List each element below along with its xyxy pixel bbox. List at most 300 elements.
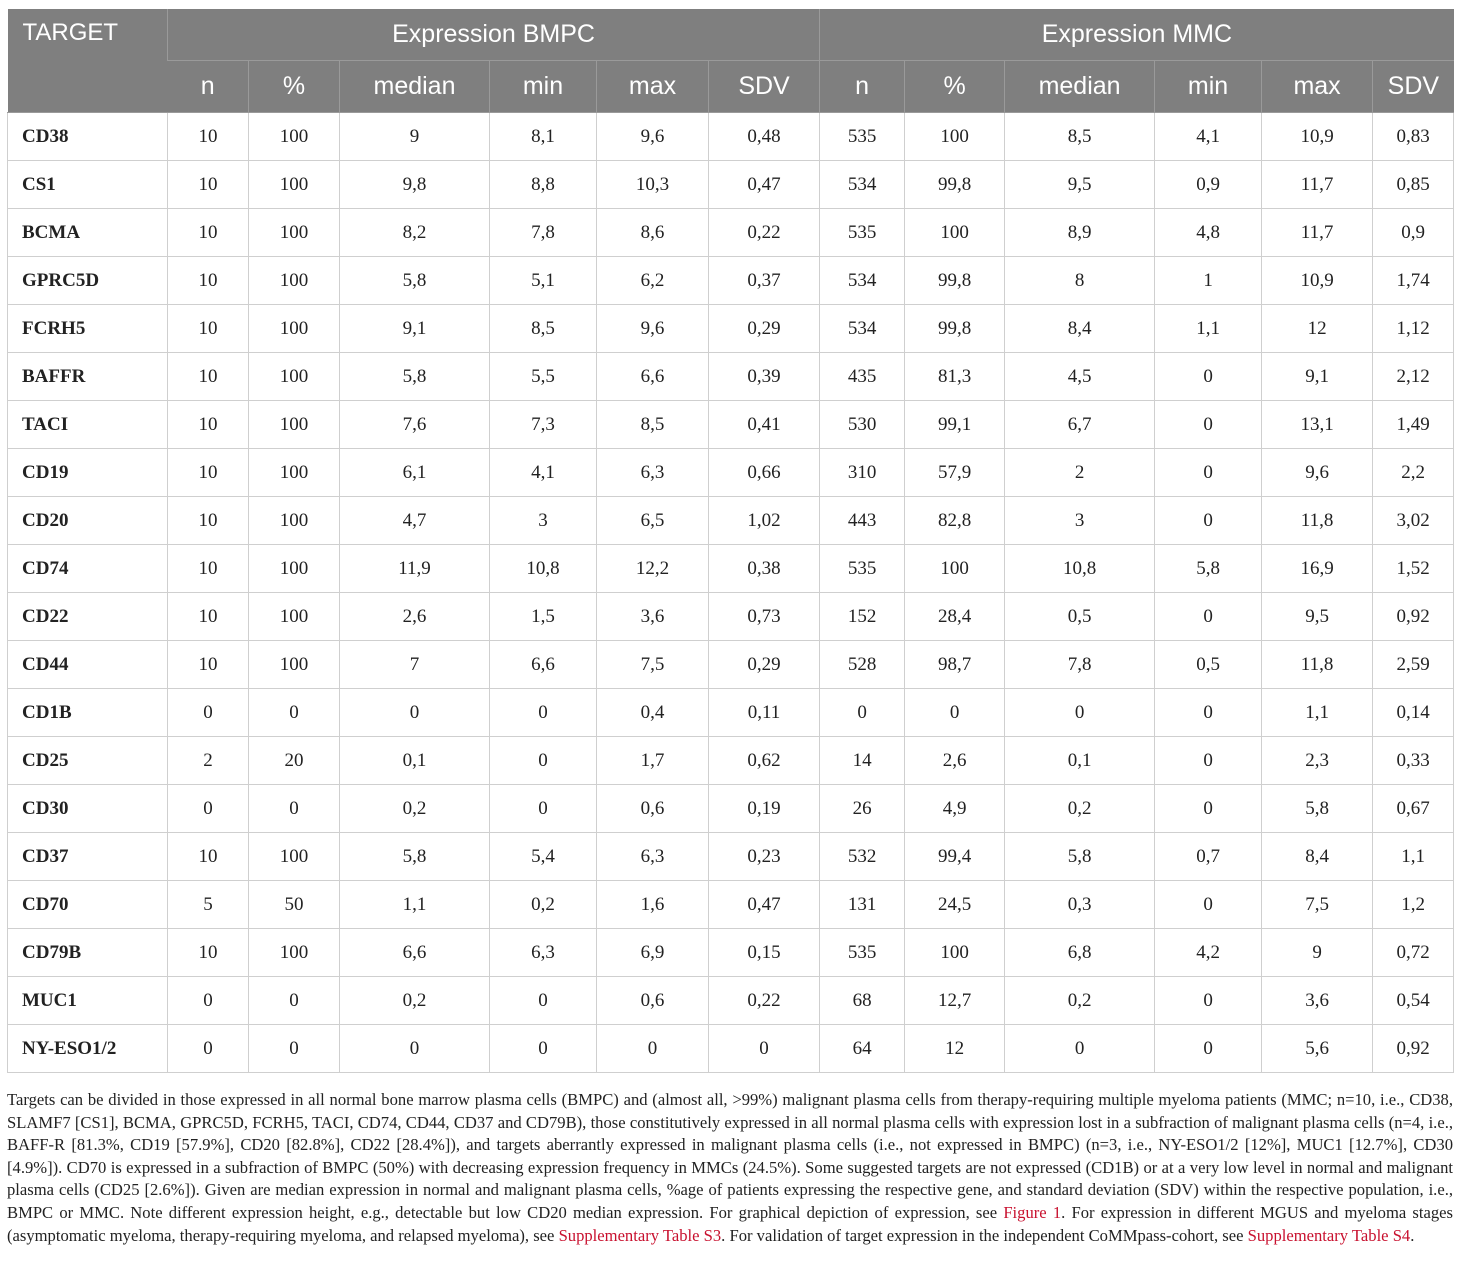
- target-cell: CD20: [8, 497, 168, 545]
- mmc-value-cell: 152: [820, 593, 905, 641]
- mmc-value-cell: 64: [820, 1025, 905, 1073]
- mmc-value-cell: 0: [1155, 689, 1262, 737]
- bmpc-value-cell: 1,7: [597, 737, 709, 785]
- bmpc-value-cell: 0: [249, 689, 340, 737]
- bmpc-value-cell: 9,6: [597, 305, 709, 353]
- mmc-value-cell: 535: [820, 209, 905, 257]
- bmpc-value-cell: 6,9: [597, 929, 709, 977]
- table-row: [8, 641, 1454, 689]
- mmc-value-cell: 535: [820, 929, 905, 977]
- bmpc-value-cell: 0,6: [597, 785, 709, 833]
- footnote-text-2: . For expression in different MGUS and myeloma stages (asymptomatic myeloma, therapy-requiring myeloma, and relapsed myeloma), see: [7, 1202, 1453, 1245]
- mmc-value-cell: 9,5: [1005, 161, 1155, 209]
- table-header: [8, 9, 1454, 113]
- bmpc-value-cell: 0,11: [709, 689, 820, 737]
- bmpc-value-cell: 5: [168, 881, 249, 929]
- table-row: [8, 1025, 1454, 1073]
- mmc-value-cell: 24,5: [905, 881, 1005, 929]
- table-row: [8, 593, 1454, 641]
- table-row: [8, 929, 1454, 977]
- mmc-value-cell: 11,7: [1262, 209, 1373, 257]
- bmpc-value-cell: 1,5: [490, 593, 597, 641]
- bmpc-value-cell: 10: [168, 497, 249, 545]
- bmpc-value-cell: 5,5: [490, 353, 597, 401]
- bmpc-value-cell: 6,1: [340, 449, 490, 497]
- mmc-value-cell: 535: [820, 545, 905, 593]
- bmpc-value-cell: 0,2: [490, 881, 597, 929]
- bmpc-value-cell: 0: [490, 977, 597, 1025]
- mmc-value-cell: 131: [820, 881, 905, 929]
- mmc-value-cell: 532: [820, 833, 905, 881]
- mmc-value-cell: 11,8: [1262, 641, 1373, 689]
- bmpc-value-cell: 5,4: [490, 833, 597, 881]
- subheader-mmc-5: SDV: [1373, 61, 1454, 113]
- mmc-value-cell: 1,1: [1373, 833, 1454, 881]
- bmpc-value-cell: 100: [249, 161, 340, 209]
- mmc-value-cell: 1,1: [1155, 305, 1262, 353]
- bmpc-value-cell: 0: [340, 689, 490, 737]
- mmc-value-cell: 5,8: [1005, 833, 1155, 881]
- mmc-value-cell: 10,8: [1005, 545, 1155, 593]
- mmc-value-cell: 3,6: [1262, 977, 1373, 1025]
- table-row: [8, 353, 1454, 401]
- bmpc-value-cell: 10,8: [490, 545, 597, 593]
- mmc-value-cell: 0: [1155, 497, 1262, 545]
- mmc-value-cell: 1: [1155, 257, 1262, 305]
- mmc-value-cell: 2,2: [1373, 449, 1454, 497]
- mmc-value-cell: 0: [1155, 401, 1262, 449]
- bmpc-value-cell: 10: [168, 209, 249, 257]
- table-row: [8, 209, 1454, 257]
- mmc-value-cell: 16,9: [1262, 545, 1373, 593]
- mmc-value-cell: 2: [1005, 449, 1155, 497]
- bmpc-value-cell: 1,1: [340, 881, 490, 929]
- figure-1-link[interactable]: Figure 1: [1003, 1202, 1062, 1222]
- mmc-value-cell: 8,4: [1262, 833, 1373, 881]
- mmc-value-cell: 10,9: [1262, 113, 1373, 161]
- mmc-value-cell: 9,6: [1262, 449, 1373, 497]
- group-header-mmc: Expression MMC: [820, 9, 1454, 61]
- mmc-value-cell: 0,33: [1373, 737, 1454, 785]
- bmpc-value-cell: 100: [249, 305, 340, 353]
- mmc-value-cell: 5,8: [1262, 785, 1373, 833]
- mmc-value-cell: 99,4: [905, 833, 1005, 881]
- bmpc-value-cell: 0,73: [709, 593, 820, 641]
- bmpc-value-cell: 9,6: [597, 113, 709, 161]
- target-cell: CD22: [8, 593, 168, 641]
- subheader-bmpc-2: median: [340, 61, 490, 113]
- bmpc-value-cell: 10: [168, 113, 249, 161]
- table-row: [8, 833, 1454, 881]
- bmpc-value-cell: 0,22: [709, 209, 820, 257]
- mmc-value-cell: 99,8: [905, 305, 1005, 353]
- mmc-value-cell: 443: [820, 497, 905, 545]
- table-row: [8, 737, 1454, 785]
- mmc-value-cell: 57,9: [905, 449, 1005, 497]
- bmpc-value-cell: 0,15: [709, 929, 820, 977]
- table-row: [8, 305, 1454, 353]
- bmpc-value-cell: 1,6: [597, 881, 709, 929]
- bmpc-value-cell: 9,8: [340, 161, 490, 209]
- mmc-value-cell: 99,8: [905, 257, 1005, 305]
- mmc-value-cell: 7,5: [1262, 881, 1373, 929]
- bmpc-value-cell: 0: [249, 977, 340, 1025]
- target-cell: CD70: [8, 881, 168, 929]
- bmpc-value-cell: 0,29: [709, 305, 820, 353]
- bmpc-value-cell: 0,23: [709, 833, 820, 881]
- bmpc-value-cell: 20: [249, 737, 340, 785]
- mmc-value-cell: 3: [1005, 497, 1155, 545]
- table-row: [8, 497, 1454, 545]
- bmpc-value-cell: 4,1: [490, 449, 597, 497]
- bmpc-value-cell: 0,39: [709, 353, 820, 401]
- target-cell: CD19: [8, 449, 168, 497]
- mmc-value-cell: 28,4: [905, 593, 1005, 641]
- bmpc-value-cell: 6,6: [490, 641, 597, 689]
- bmpc-value-cell: 100: [249, 833, 340, 881]
- subheader-mmc-1: %: [905, 61, 1005, 113]
- mmc-value-cell: 6,8: [1005, 929, 1155, 977]
- bmpc-value-cell: 0: [168, 689, 249, 737]
- table-row: [8, 545, 1454, 593]
- bmpc-value-cell: 100: [249, 353, 340, 401]
- mmc-value-cell: 12: [1262, 305, 1373, 353]
- bmpc-value-cell: 100: [249, 113, 340, 161]
- mmc-value-cell: 11,7: [1262, 161, 1373, 209]
- bmpc-value-cell: 6,2: [597, 257, 709, 305]
- bmpc-value-cell: 0,4: [597, 689, 709, 737]
- group-header-bmpc: Expression BMPC: [168, 9, 820, 61]
- mmc-value-cell: 81,3: [905, 353, 1005, 401]
- bmpc-value-cell: 0,2: [340, 977, 490, 1025]
- mmc-value-cell: 3,02: [1373, 497, 1454, 545]
- mmc-value-cell: 0: [1155, 1025, 1262, 1073]
- bmpc-value-cell: 7: [340, 641, 490, 689]
- mmc-value-cell: 0,5: [1005, 593, 1155, 641]
- bmpc-value-cell: 100: [249, 401, 340, 449]
- bmpc-value-cell: 6,6: [597, 353, 709, 401]
- mmc-value-cell: 0: [1155, 449, 1262, 497]
- target-cell: MUC1: [8, 977, 168, 1025]
- bmpc-value-cell: 100: [249, 929, 340, 977]
- mmc-value-cell: 0,83: [1373, 113, 1454, 161]
- bmpc-value-cell: 3,6: [597, 593, 709, 641]
- bmpc-value-cell: 0: [340, 1025, 490, 1073]
- mmc-value-cell: 4,8: [1155, 209, 1262, 257]
- bmpc-value-cell: 0,37: [709, 257, 820, 305]
- bmpc-value-cell: 0,62: [709, 737, 820, 785]
- bmpc-value-cell: 9: [340, 113, 490, 161]
- bmpc-value-cell: 12,2: [597, 545, 709, 593]
- mmc-value-cell: 0,9: [1155, 161, 1262, 209]
- bmpc-value-cell: 0,41: [709, 401, 820, 449]
- bmpc-value-cell: 0: [490, 689, 597, 737]
- bmpc-value-cell: 8,5: [490, 305, 597, 353]
- bmpc-value-cell: 0: [168, 1025, 249, 1073]
- mmc-value-cell: 1,12: [1373, 305, 1454, 353]
- target-cell: CD37: [8, 833, 168, 881]
- bmpc-value-cell: 10: [168, 833, 249, 881]
- bmpc-value-cell: 8,1: [490, 113, 597, 161]
- subheader-bmpc-0: n: [168, 61, 249, 113]
- mmc-value-cell: 2,59: [1373, 641, 1454, 689]
- mmc-value-cell: 0: [1155, 353, 1262, 401]
- mmc-value-cell: 4,1: [1155, 113, 1262, 161]
- mmc-value-cell: 0: [820, 689, 905, 737]
- bmpc-value-cell: 10,3: [597, 161, 709, 209]
- bmpc-value-cell: 4,7: [340, 497, 490, 545]
- bmpc-value-cell: 0: [597, 1025, 709, 1073]
- bmpc-value-cell: 11,9: [340, 545, 490, 593]
- bmpc-value-cell: 6,3: [597, 833, 709, 881]
- mmc-value-cell: 100: [905, 113, 1005, 161]
- mmc-value-cell: 26: [820, 785, 905, 833]
- bmpc-value-cell: 0,22: [709, 977, 820, 1025]
- bmpc-value-cell: 0: [168, 785, 249, 833]
- mmc-value-cell: 0,67: [1373, 785, 1454, 833]
- mmc-value-cell: 5,8: [1155, 545, 1262, 593]
- mmc-value-cell: 1,74: [1373, 257, 1454, 305]
- bmpc-value-cell: 6,3: [490, 929, 597, 977]
- bmpc-value-cell: 10: [168, 929, 249, 977]
- table-row: [8, 449, 1454, 497]
- mmc-value-cell: 1,49: [1373, 401, 1454, 449]
- supplementary-table-s3-link[interactable]: Supplementary Table S3: [558, 1225, 722, 1245]
- mmc-value-cell: 0: [1155, 785, 1262, 833]
- bmpc-value-cell: 0,19: [709, 785, 820, 833]
- bmpc-value-cell: 8,2: [340, 209, 490, 257]
- bmpc-value-cell: 5,8: [340, 833, 490, 881]
- footnote-text-4: .: [1410, 1225, 1415, 1245]
- bmpc-value-cell: 0,38: [709, 545, 820, 593]
- target-cell: TACI: [8, 401, 168, 449]
- target-cell: BAFFR: [8, 353, 168, 401]
- table-row: [8, 113, 1454, 161]
- bmpc-value-cell: 100: [249, 209, 340, 257]
- mmc-value-cell: 1,2: [1373, 881, 1454, 929]
- bmpc-value-cell: 0: [490, 737, 597, 785]
- subheader-mmc-3: min: [1155, 61, 1262, 113]
- mmc-value-cell: 14: [820, 737, 905, 785]
- bmpc-value-cell: 7,6: [340, 401, 490, 449]
- mmc-value-cell: 1,52: [1373, 545, 1454, 593]
- bmpc-value-cell: 10: [168, 257, 249, 305]
- target-cell: CD1B: [8, 689, 168, 737]
- mmc-value-cell: 13,1: [1262, 401, 1373, 449]
- mmc-value-cell: 435: [820, 353, 905, 401]
- mmc-value-cell: 11,8: [1262, 497, 1373, 545]
- mmc-value-cell: 2,12: [1373, 353, 1454, 401]
- subheader-bmpc-3: min: [490, 61, 597, 113]
- target-cell: CD38: [8, 113, 168, 161]
- mmc-value-cell: 100: [905, 929, 1005, 977]
- footnote-text-3: . For validation of target expression in the independent CoMMpass-cohort, see: [721, 1225, 1248, 1245]
- mmc-value-cell: 1,1: [1262, 689, 1373, 737]
- mmc-value-cell: 0,7: [1155, 833, 1262, 881]
- bmpc-value-cell: 0,1: [340, 737, 490, 785]
- target-cell: NY-ESO1/2: [8, 1025, 168, 1073]
- mmc-value-cell: 5,6: [1262, 1025, 1373, 1073]
- subheader-mmc-2: median: [1005, 61, 1155, 113]
- table-body: [8, 113, 1454, 1073]
- table-row: [8, 881, 1454, 929]
- bmpc-value-cell: 2: [168, 737, 249, 785]
- bmpc-value-cell: 0: [249, 785, 340, 833]
- bmpc-value-cell: 8,6: [597, 209, 709, 257]
- bmpc-value-cell: 10: [168, 593, 249, 641]
- bmpc-value-cell: 100: [249, 497, 340, 545]
- bmpc-value-cell: 100: [249, 545, 340, 593]
- mmc-value-cell: 530: [820, 401, 905, 449]
- target-cell: CD44: [8, 641, 168, 689]
- mmc-value-cell: 0,72: [1373, 929, 1454, 977]
- table-row: [8, 257, 1454, 305]
- target-cell: FCRH5: [8, 305, 168, 353]
- mmc-value-cell: 2,3: [1262, 737, 1373, 785]
- bmpc-value-cell: 0,2: [340, 785, 490, 833]
- supplementary-table-s4-link[interactable]: Supplementary Table S4: [1247, 1225, 1411, 1245]
- mmc-value-cell: 8,4: [1005, 305, 1155, 353]
- bmpc-value-cell: 10: [168, 641, 249, 689]
- mmc-value-cell: 0,14: [1373, 689, 1454, 737]
- mmc-value-cell: 4,5: [1005, 353, 1155, 401]
- target-cell: CD74: [8, 545, 168, 593]
- mmc-value-cell: 7,8: [1005, 641, 1155, 689]
- mmc-value-cell: 0,3: [1005, 881, 1155, 929]
- mmc-value-cell: 534: [820, 305, 905, 353]
- mmc-value-cell: 12: [905, 1025, 1005, 1073]
- mmc-value-cell: 9,1: [1262, 353, 1373, 401]
- mmc-value-cell: 8,5: [1005, 113, 1155, 161]
- mmc-value-cell: 6,7: [1005, 401, 1155, 449]
- target-header: TARGET: [8, 9, 168, 113]
- bmpc-value-cell: 7,3: [490, 401, 597, 449]
- mmc-value-cell: 99,1: [905, 401, 1005, 449]
- mmc-value-cell: 8,9: [1005, 209, 1155, 257]
- bmpc-value-cell: 50: [249, 881, 340, 929]
- table-container: [7, 9, 1453, 1073]
- mmc-value-cell: 0: [1155, 737, 1262, 785]
- bmpc-value-cell: 0,6: [597, 977, 709, 1025]
- mmc-value-cell: 0,2: [1005, 785, 1155, 833]
- mmc-value-cell: 98,7: [905, 641, 1005, 689]
- bmpc-value-cell: 5,8: [340, 257, 490, 305]
- bmpc-value-cell: 1,02: [709, 497, 820, 545]
- footnote-text-1: Targets can be divided in those expressed in all normal bone marrow plasma cells (BMPC) and (almost all, >99%) malignant plasma cells from therapy-requiring multiple myeloma patients (MMC; n=10, i.e., CD38, SLAMF7 [CS1], BCMA, GPRC5D, FCRH5, TACI, CD74, CD44, CD37 and CD79B), those constitutively expressed in all normal plasma cells with expression lost in a subfraction of malignant plasma cells (n=4, i.e., BAFF-R [81.3%, CD19 [57.9%], CD20 [82.8%], CD22 [28.4%]), and targets aberrantly expressed in malignant plasma cells (i.e., not expressed in BMPC) (n=3, i.e., NY-ESO1/2 [12%], MUC1 [12.7%], CD30 [4.9%]). CD70 is expressed in a subfraction of BMPC (50%) with decreasing expression frequency in MMCs (24.5%). Some suggested targets are not expressed (CD1B) or at a very low level in normal and malignant plasma cells (CD25 [2.6%]). Given are median expression in normal and malignant plasma cells, %age of patients expressing the respective gene, and standard deviation (SDV) within the respective population, i.e., BMPC or MMC. Note different expression height, e.g., detectable but low CD20 median expression. For graphical depiction of expression, see: [7, 1090, 1453, 1222]
- mmc-value-cell: 0,2: [1005, 977, 1155, 1025]
- mmc-value-cell: 0: [1005, 1025, 1155, 1073]
- subheader-row: [8, 61, 1454, 113]
- bmpc-value-cell: 100: [249, 593, 340, 641]
- bmpc-value-cell: 0: [249, 1025, 340, 1073]
- subheader-bmpc-5: SDV: [709, 61, 820, 113]
- bmpc-value-cell: 6,6: [340, 929, 490, 977]
- mmc-value-cell: 8: [1005, 257, 1155, 305]
- mmc-value-cell: 0,92: [1373, 1025, 1454, 1073]
- mmc-value-cell: 0: [1005, 689, 1155, 737]
- bmpc-value-cell: 2,6: [340, 593, 490, 641]
- mmc-value-cell: 534: [820, 161, 905, 209]
- bmpc-value-cell: 9,1: [340, 305, 490, 353]
- mmc-value-cell: 2,6: [905, 737, 1005, 785]
- bmpc-value-cell: 0: [490, 785, 597, 833]
- bmpc-value-cell: 5,8: [340, 353, 490, 401]
- mmc-value-cell: 528: [820, 641, 905, 689]
- mmc-value-cell: 0,1: [1005, 737, 1155, 785]
- mmc-value-cell: 10,9: [1262, 257, 1373, 305]
- table-row: [8, 161, 1454, 209]
- mmc-value-cell: 100: [905, 545, 1005, 593]
- target-cell: CD79B: [8, 929, 168, 977]
- bmpc-value-cell: 3: [490, 497, 597, 545]
- subheader-mmc-0: n: [820, 61, 905, 113]
- mmc-value-cell: 534: [820, 257, 905, 305]
- mmc-value-cell: 4,2: [1155, 929, 1262, 977]
- bmpc-value-cell: 0: [168, 977, 249, 1025]
- bmpc-value-cell: 10: [168, 401, 249, 449]
- bmpc-value-cell: 8,5: [597, 401, 709, 449]
- bmpc-value-cell: 6,3: [597, 449, 709, 497]
- bmpc-value-cell: 0,66: [709, 449, 820, 497]
- target-cell: CD30: [8, 785, 168, 833]
- bmpc-value-cell: 100: [249, 449, 340, 497]
- mmc-value-cell: 12,7: [905, 977, 1005, 1025]
- bmpc-value-cell: 0: [709, 1025, 820, 1073]
- table-row: [8, 401, 1454, 449]
- mmc-value-cell: 0: [1155, 593, 1262, 641]
- mmc-value-cell: 99,8: [905, 161, 1005, 209]
- subheader-mmc-4: max: [1262, 61, 1373, 113]
- mmc-value-cell: 100: [905, 209, 1005, 257]
- mmc-value-cell: 0,5: [1155, 641, 1262, 689]
- table-footnote: [7, 1089, 1453, 1247]
- bmpc-value-cell: 6,5: [597, 497, 709, 545]
- bmpc-value-cell: 100: [249, 257, 340, 305]
- mmc-value-cell: 535: [820, 113, 905, 161]
- target-cell: CD25: [8, 737, 168, 785]
- mmc-value-cell: 9,5: [1262, 593, 1373, 641]
- mmc-value-cell: 0,92: [1373, 593, 1454, 641]
- bmpc-value-cell: 8,8: [490, 161, 597, 209]
- mmc-value-cell: 0,85: [1373, 161, 1454, 209]
- bmpc-value-cell: 10: [168, 161, 249, 209]
- bmpc-value-cell: 7,8: [490, 209, 597, 257]
- bmpc-value-cell: 100: [249, 641, 340, 689]
- bmpc-value-cell: 10: [168, 353, 249, 401]
- target-cell: BCMA: [8, 209, 168, 257]
- target-cell: GPRC5D: [8, 257, 168, 305]
- mmc-value-cell: 4,9: [905, 785, 1005, 833]
- mmc-value-cell: 9: [1262, 929, 1373, 977]
- mmc-value-cell: 82,8: [905, 497, 1005, 545]
- mmc-value-cell: 310: [820, 449, 905, 497]
- bmpc-value-cell: 0,47: [709, 161, 820, 209]
- bmpc-value-cell: 0,47: [709, 881, 820, 929]
- bmpc-value-cell: 5,1: [490, 257, 597, 305]
- bmpc-value-cell: 10: [168, 305, 249, 353]
- bmpc-value-cell: 0,29: [709, 641, 820, 689]
- table-row: [8, 689, 1454, 737]
- table-row: [8, 977, 1454, 1025]
- expression-table: [7, 9, 1454, 1073]
- mmc-value-cell: 0: [905, 689, 1005, 737]
- mmc-value-cell: 0: [1155, 977, 1262, 1025]
- subheader-bmpc-4: max: [597, 61, 709, 113]
- bmpc-value-cell: 0: [490, 1025, 597, 1073]
- mmc-value-cell: 68: [820, 977, 905, 1025]
- bmpc-value-cell: 10: [168, 545, 249, 593]
- target-cell: CS1: [8, 161, 168, 209]
